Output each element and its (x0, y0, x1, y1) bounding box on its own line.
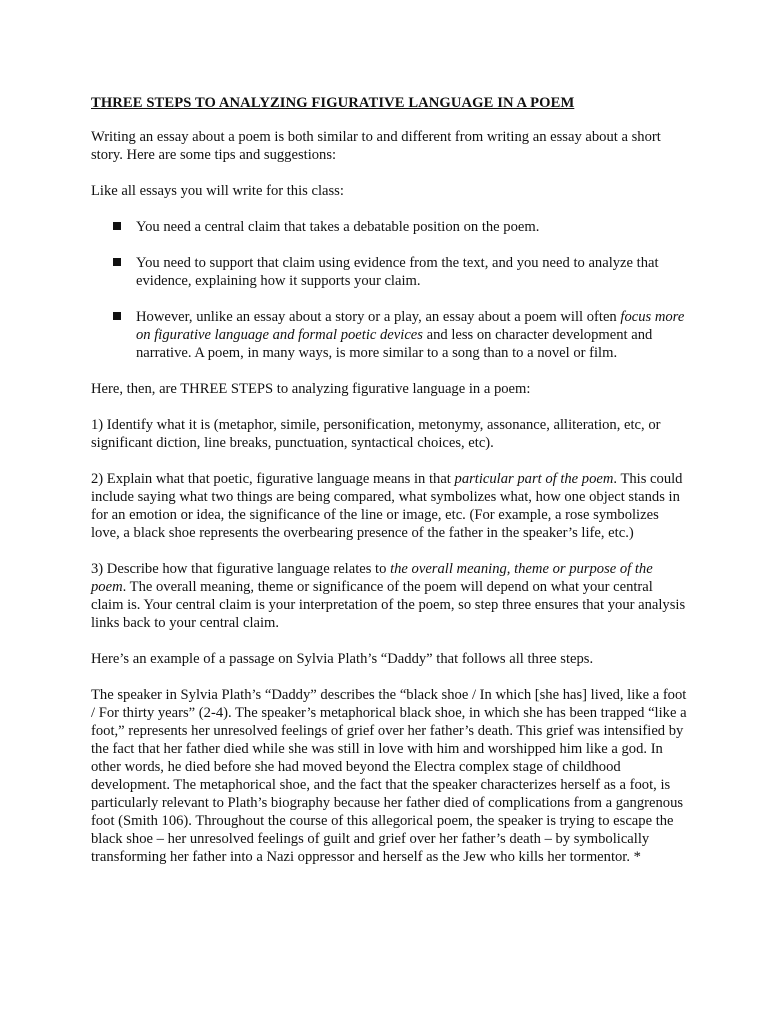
bullet-text-post: and less on character development and narrative. A poem, in many ways, is more similar to a song than to a novel or film. (136, 327, 653, 361)
bullet-text-pre: However, unlike an essay about a story or a play, an essay about a poem will often (136, 309, 621, 325)
step-two-emphasis: particular part of the poem (454, 471, 614, 487)
bullet-text-emphasis: focus more on figurative language and formal poetic devices (136, 309, 685, 343)
bullet-text: You need to support that claim using evidence from the text, and you need to analyze that evidence, explaining how it supports your claim. (136, 255, 659, 289)
list-item (91, 254, 688, 290)
list-item (91, 308, 688, 362)
here-then-paragraph: Here, then, are THREE STEPS to analyzing figurative language in a poem: (91, 381, 531, 397)
step-three-post: . The overall meaning, theme or significance of the poem will depend on what your central claim is. Your central claim is your interpretation of the poem, so step three ensures that your analysis links back to your central claim. (91, 579, 686, 631)
step-three-emphasis: the overall meaning, theme or purpose of the poem (91, 561, 653, 595)
bullet-square-icon (113, 222, 121, 230)
step-two-post: . This could include saying what two things are being compared, what symbolizes what, how one object stands in for an emotion or idea, the significance of the line or image, etc. (For example, a rose symbolizes love, a black shoe represents the overbearing presence of the father in the speaker’s life, etc.) (91, 471, 683, 541)
like-all-paragraph: Like all essays you will write for this class: (91, 183, 344, 199)
step-three-paragraph (91, 560, 688, 632)
tips-list (91, 218, 688, 362)
bullet-square-icon (113, 312, 121, 320)
bullet-square-icon (113, 258, 121, 266)
example-intro-paragraph: Here’s an example of a passage on Sylvia Plath’s “Daddy” that follows all three steps. (91, 651, 594, 667)
bullet-text: You need a central claim that takes a debatable position on the poem. (136, 219, 540, 235)
list-item (91, 218, 688, 236)
example-passage-paragraph: The speaker in Sylvia Plath’s “Daddy” describes the “black shoe / In which [she has] lived, like a foot / For thirty years” (2-4). The speaker’s metaphorical black shoe, in which she has been trapped “like a foot,” represents her unresolved feelings of grief over her father’s death. This grief was intensified by the fact that her father died while she was still in love with him and worshipped him like a god. In other words, he died before she had moved beyond the Electra complex stage of childhood development. The metaphorical shoe, and the fact that the speaker characterizes herself as a foot, is particularly relevant to Plath’s biography because her father died of complications from a gangrenous foot (Smith 106). Throughout the course of this allegorical poem, the speaker is trying to escape the black shoe – her unresolved feelings of guilt and grief over her father’s death – by symbolically transforming her father into a Nazi oppressor and herself as the Jew who kills her tormentor. * (91, 687, 687, 865)
intro-paragraph: Writing an essay about a poem is both similar to and different from writing an essay about a short story. Here are some tips and suggestions: (91, 129, 661, 163)
step-two-pre: 2) Explain what that poetic, figurative language means in that (91, 471, 455, 487)
document-title: THREE STEPS TO ANALYZING FIGURATIVE LANGUAGE IN A POEM (91, 95, 575, 111)
step-one-paragraph: 1) Identify what it is (metaphor, simile, personification, metonymy, assonance, alliteration, etc, or significant diction, line breaks, punctuation, syntactical choices, etc). (91, 417, 661, 451)
step-three-pre: 3) Describe how that figurative language relates to (91, 561, 391, 577)
step-two-paragraph (91, 470, 688, 542)
